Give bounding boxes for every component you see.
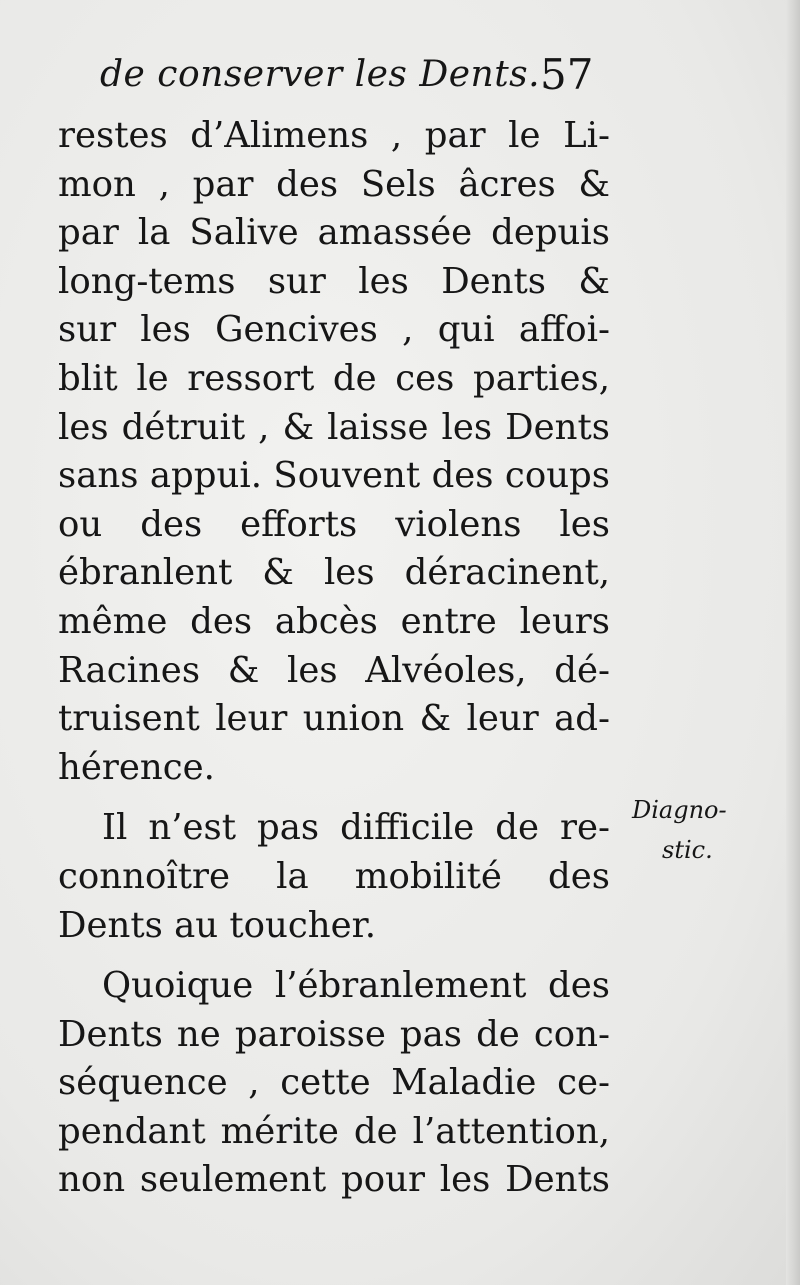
text-line: hérence. [58,746,215,788]
text-line: les détruit , & laisse les Dents [58,406,610,448]
text-line: pendant mérite de l’attention, [58,1110,610,1152]
text-line: non seulement pour les Dents [58,1159,610,1201]
text-line: mon , par des Sels âcres & [58,163,610,205]
margin-note-line: stic. [662,836,713,864]
text-line: Dents ne paroisse pas de con- [58,1013,610,1055]
running-title: de conserver les Dents. [100,54,541,95]
text-line: ou des efforts violens les [58,503,610,545]
text-line: sans appui. Souvent des coups [58,455,610,497]
paragraph-start-line: Quoique l’ébranlement des [102,965,610,1007]
text-line: truisent leur union & leur ad- [58,698,610,740]
text-line: ébranlent & les déracinent, [58,552,610,594]
text-line: long-tems sur les Dents & [58,260,610,302]
margin-note [632,790,782,870]
body-text [58,112,610,1205]
page-number: 57 [540,50,594,99]
text-line: sur les Gencives , qui affoi- [58,309,610,351]
text-line: même des abcès entre leurs [58,600,610,642]
text-line: connoître la mobilité des [58,855,610,897]
margin-note-line: Diagno- [632,796,727,824]
paragraph-start-line: Il n’est pas difficile de re- [102,807,610,849]
text-line: restes d’Alimens , par le Li- [58,115,610,156]
page-header [100,50,600,110]
text-line: blit le ressort de ces parties, [58,357,610,399]
text-line: Racines & les Alvéoles, dé- [58,649,610,691]
text-line: séquence , cette Maladie ce- [58,1062,610,1104]
text-line: Dents au toucher. [58,904,377,946]
text-line: par la Salive amassée depuis [58,212,610,254]
page-edge-shadow [786,0,800,1285]
